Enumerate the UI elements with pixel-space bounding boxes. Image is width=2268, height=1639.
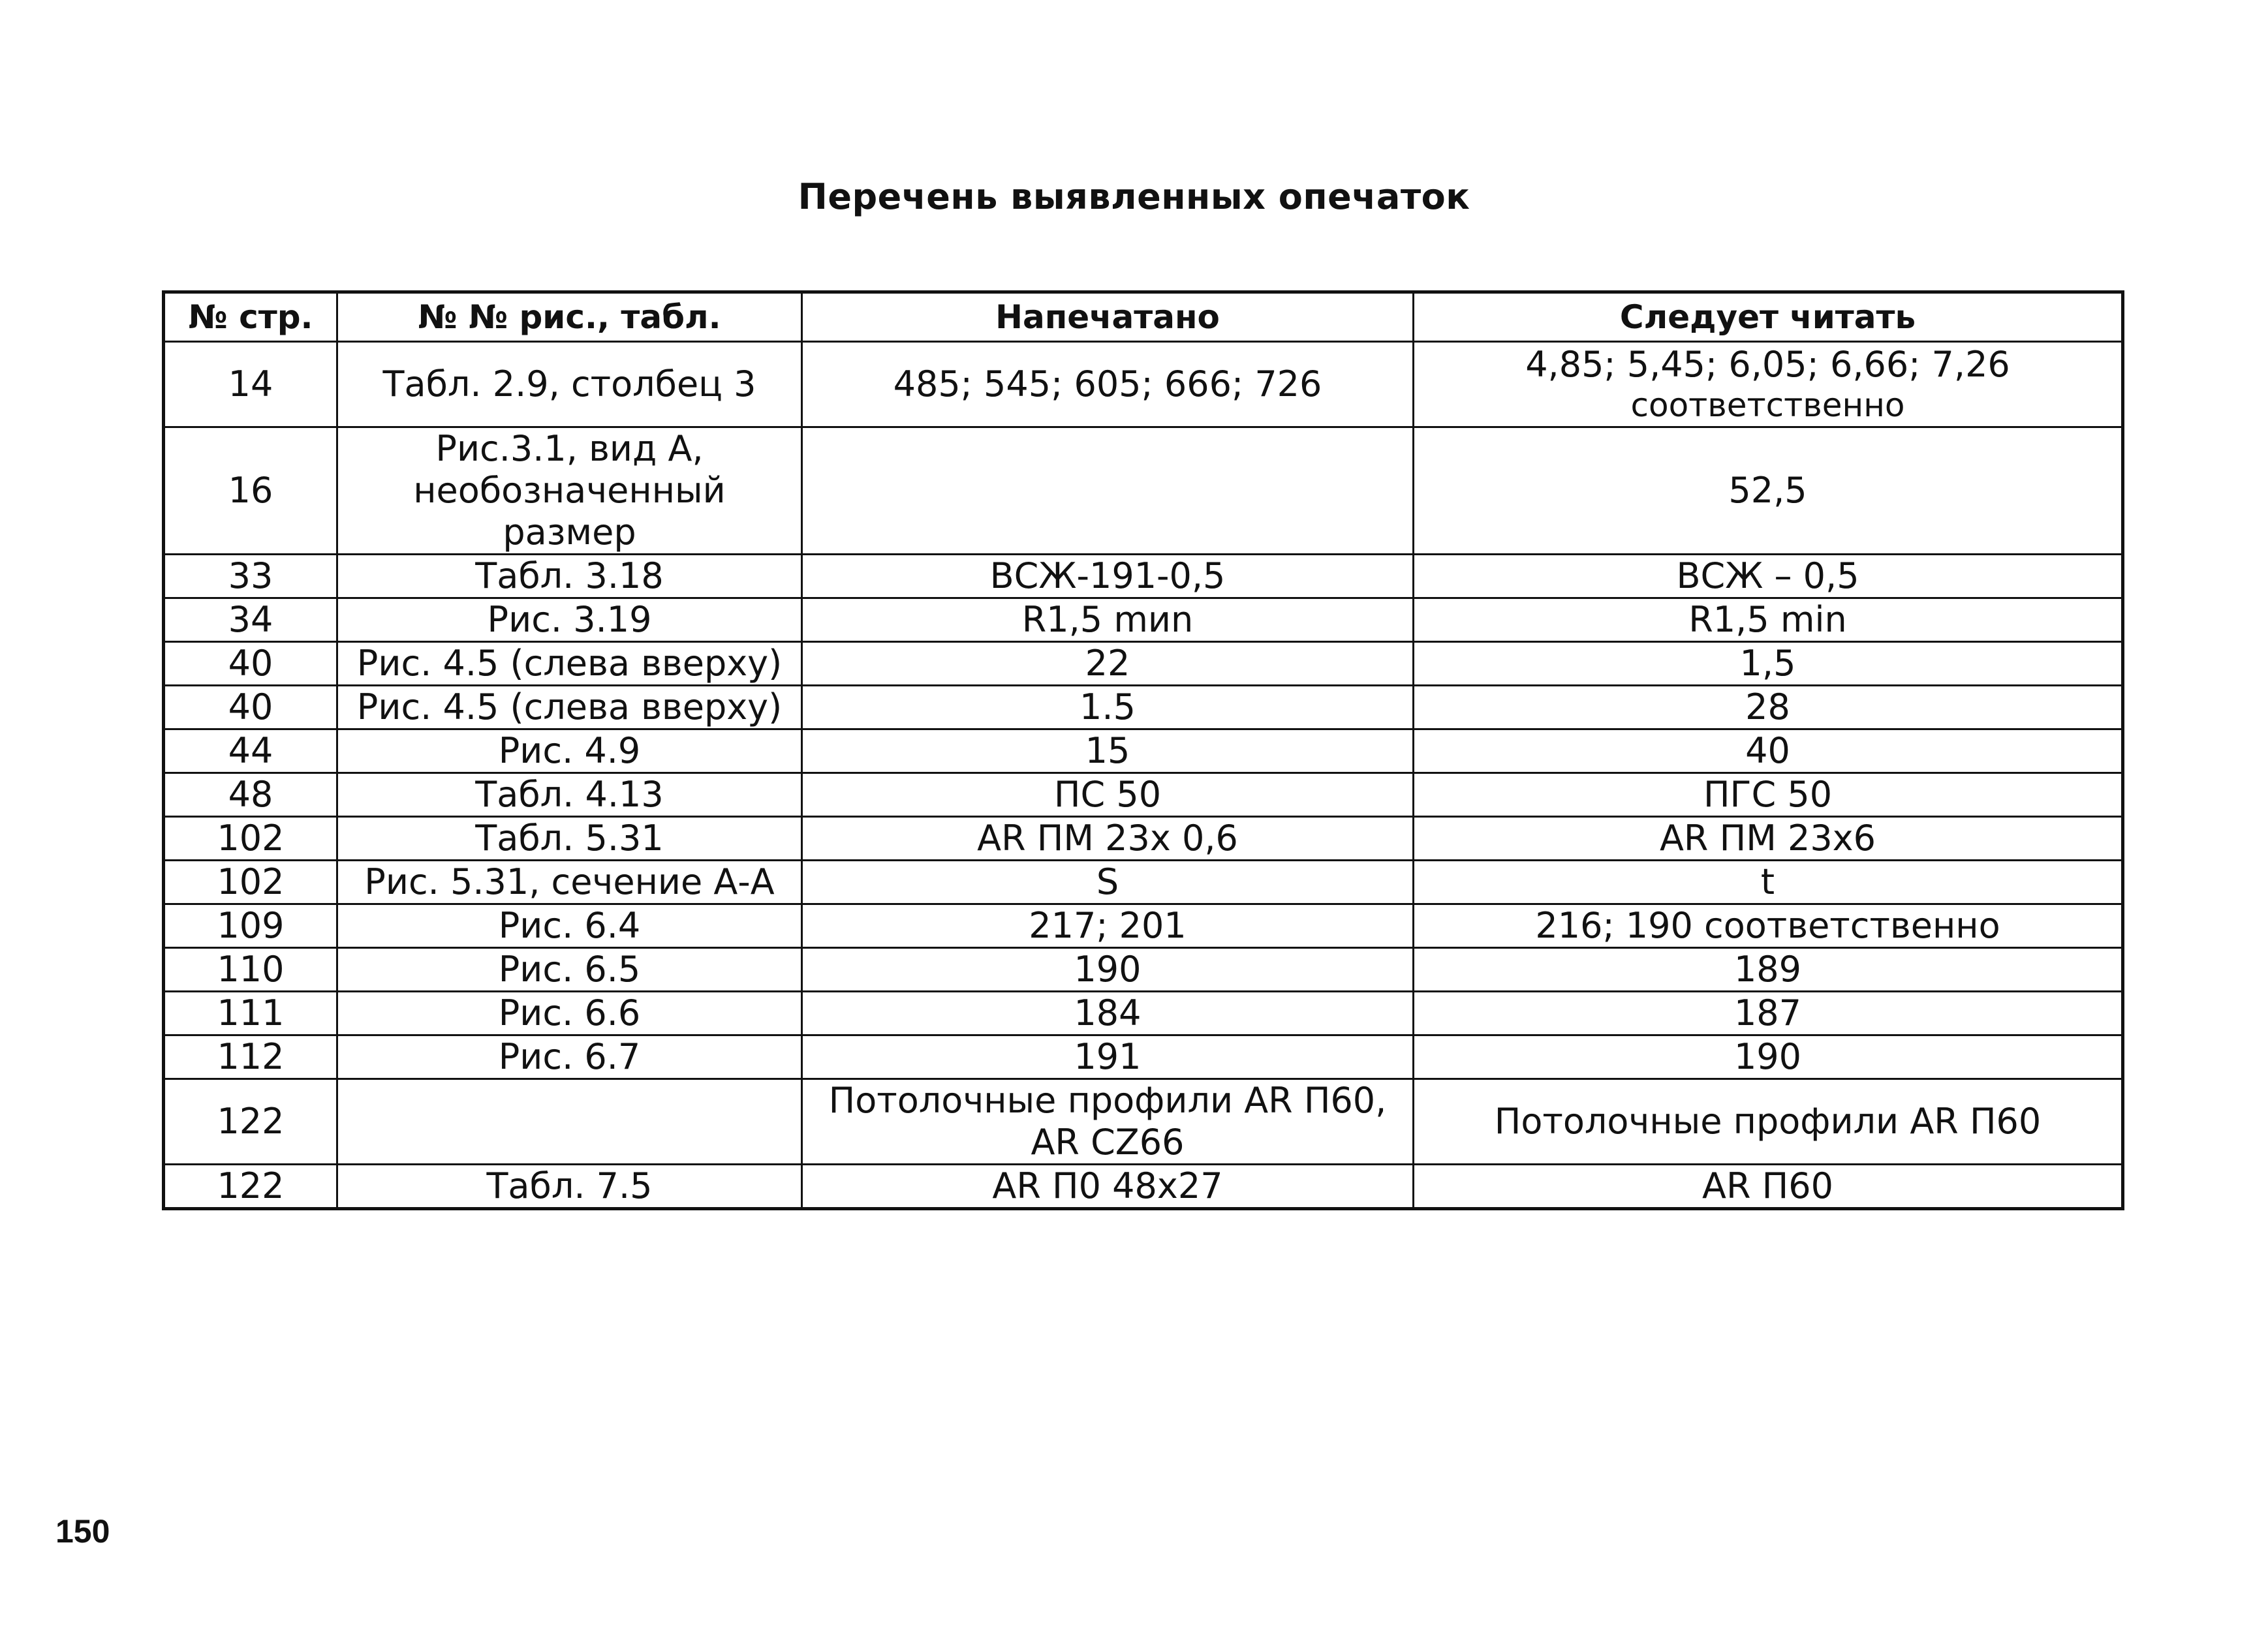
cell-correct: [1414, 342, 2123, 427]
cell-page: 110: [164, 948, 337, 992]
cell-reference: Рис. 6.6: [337, 992, 802, 1035]
cell-reference: Табл. 5.31: [337, 817, 802, 861]
table-row: [164, 642, 2123, 686]
table-row: [164, 686, 2123, 729]
cell-correct: ПГС 50: [1414, 773, 2123, 817]
cell-printed: [802, 427, 1414, 555]
cell-printed: 485; 545; 605; 666; 726: [802, 342, 1414, 427]
table-row: [164, 427, 2123, 555]
cell-correct: R1,5 min: [1414, 598, 2123, 642]
cell-reference-line2: необозначенный размер: [413, 470, 726, 553]
cell-reference: Табл. 2.9, столбец 3: [337, 342, 802, 427]
cell-reference: Табл. 7.5: [337, 1165, 802, 1209]
cell-correct-line1: 4,85; 5,45; 6,05; 6,66; 7,26: [1525, 344, 2010, 385]
header-page: № стр.: [164, 292, 337, 342]
cell-reference: Табл. 3.18: [337, 555, 802, 598]
header-printed: Напечатано: [802, 292, 1414, 342]
cell-correct: t: [1414, 861, 2123, 904]
cell-printed: ВСЖ-191-0,5: [802, 555, 1414, 598]
cell-page: 14: [164, 342, 337, 427]
cell-printed: 217; 201: [802, 904, 1414, 948]
cell-printed: ПС 50: [802, 773, 1414, 817]
table-row: [164, 904, 2123, 948]
cell-printed: 15: [802, 729, 1414, 773]
cell-correct: 216; 190 соответственно: [1414, 904, 2123, 948]
cell-page: 102: [164, 861, 337, 904]
cell-page: 102: [164, 817, 337, 861]
table-row: [164, 342, 2123, 427]
cell-reference: Рис. 4.5 (слева вверху): [337, 686, 802, 729]
table-header-row: [164, 292, 2123, 342]
cell-correct-line2: соответственно: [1630, 386, 1905, 424]
cell-page: 109: [164, 904, 337, 948]
cell-correct: 28: [1414, 686, 2123, 729]
table-row: [164, 598, 2123, 642]
cell-reference: Рис. 6.5: [337, 948, 802, 992]
cell-reference: [337, 427, 802, 555]
page-title: Перечень выявленных опечаток: [798, 176, 1470, 217]
table-row: [164, 861, 2123, 904]
cell-correct: 1,5: [1414, 642, 2123, 686]
cell-correct: 52,5: [1414, 427, 2123, 555]
cell-printed: 184: [802, 992, 1414, 1035]
table-row: [164, 1165, 2123, 1209]
cell-printed: [802, 1079, 1414, 1165]
cell-page: 33: [164, 555, 337, 598]
errata-table: [162, 290, 2124, 1210]
cell-reference: Рис. 4.9: [337, 729, 802, 773]
cell-printed: AR П0 48х27: [802, 1165, 1414, 1209]
cell-printed: 191: [802, 1035, 1414, 1079]
table-row: [164, 1035, 2123, 1079]
cell-page: 34: [164, 598, 337, 642]
header-reference: № № рис., табл.: [337, 292, 802, 342]
cell-printed-line2: AR CZ66: [1031, 1122, 1185, 1163]
cell-reference: Рис. 4.5 (слева вверху): [337, 642, 802, 686]
cell-correct: 40: [1414, 729, 2123, 773]
cell-reference: Рис. 6.7: [337, 1035, 802, 1079]
table-row: [164, 555, 2123, 598]
cell-correct: 190: [1414, 1035, 2123, 1079]
cell-correct: AR П60: [1414, 1165, 2123, 1209]
cell-reference: Рис. 6.4: [337, 904, 802, 948]
table-row: [164, 773, 2123, 817]
cell-page: 122: [164, 1165, 337, 1209]
cell-page: 44: [164, 729, 337, 773]
table-row: [164, 948, 2123, 992]
cell-printed-line1: Потолочные профили AR П60,: [828, 1080, 1387, 1121]
cell-correct: ВСЖ – 0,5: [1414, 555, 2123, 598]
cell-page: 111: [164, 992, 337, 1035]
cell-reference: Рис. 5.31, сечение А-А: [337, 861, 802, 904]
header-correct: Следует читать: [1414, 292, 2123, 342]
cell-printed: S: [802, 861, 1414, 904]
cell-reference-line1: Рис.3.1, вид А,: [435, 428, 704, 469]
cell-printed: R1,5 mиn: [802, 598, 1414, 642]
cell-reference: [337, 1079, 802, 1165]
cell-printed: 22: [802, 642, 1414, 686]
cell-page: 48: [164, 773, 337, 817]
cell-reference: Табл. 4.13: [337, 773, 802, 817]
cell-page: 40: [164, 642, 337, 686]
cell-page: 40: [164, 686, 337, 729]
cell-correct: 187: [1414, 992, 2123, 1035]
cell-page: 122: [164, 1079, 337, 1165]
cell-page: 16: [164, 427, 337, 555]
table-row: [164, 729, 2123, 773]
cell-printed: 1.5: [802, 686, 1414, 729]
cell-correct: AR ПМ 23х6: [1414, 817, 2123, 861]
table-row: [164, 817, 2123, 861]
table-row: [164, 1079, 2123, 1165]
cell-printed: AR ПМ 23х 0,6: [802, 817, 1414, 861]
cell-page: 112: [164, 1035, 337, 1079]
cell-correct: Потолочные профили AR П60: [1414, 1079, 2123, 1165]
cell-reference: Рис. 3.19: [337, 598, 802, 642]
cell-correct: 189: [1414, 948, 2123, 992]
page-number: 150: [55, 1513, 110, 1550]
table-row: [164, 992, 2123, 1035]
cell-printed: 190: [802, 948, 1414, 992]
